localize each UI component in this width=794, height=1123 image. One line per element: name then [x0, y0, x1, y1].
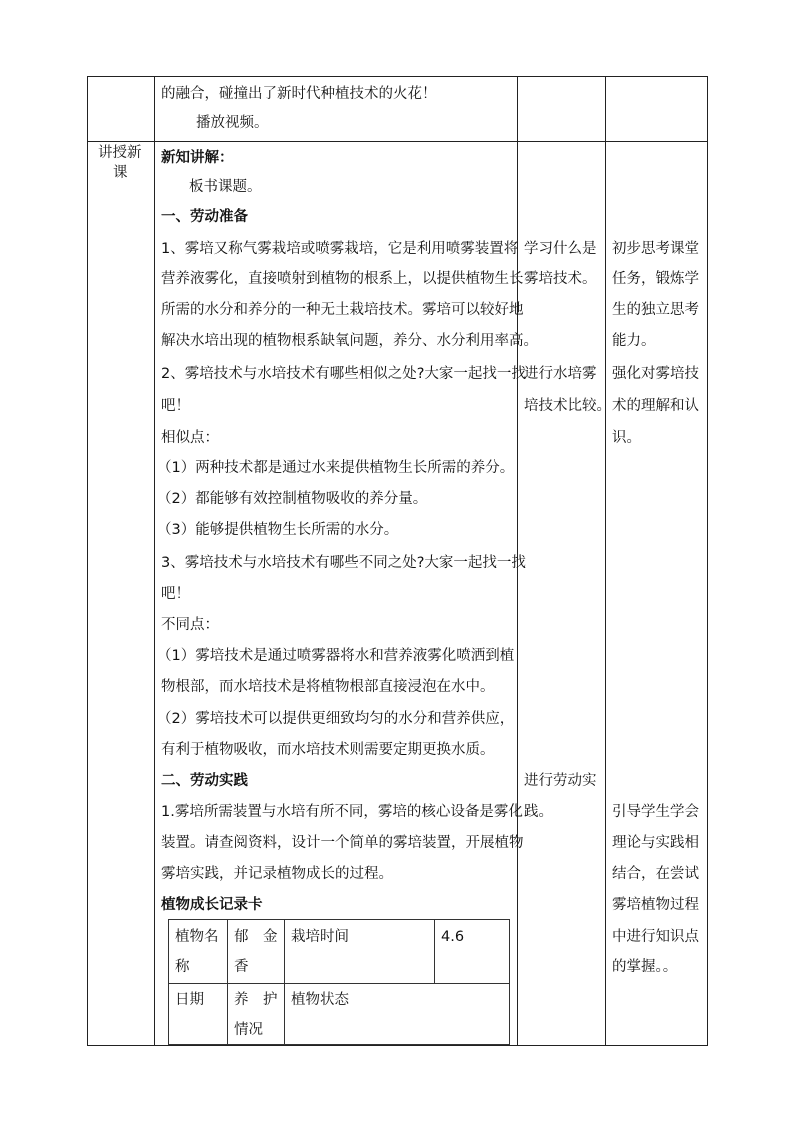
card-col-divider: [227, 919, 228, 1045]
part2-title: 二、劳动实践: [161, 773, 248, 789]
design-intent-line: 初步思考课堂: [612, 241, 699, 257]
design-intent-line: 术的理解和认: [612, 398, 699, 414]
similarity-item: （1）两种技术都是通过水来提供植物生长所需的养分。: [157, 460, 515, 476]
design-intent-line: 强化对雾培技: [612, 366, 699, 382]
design-intent-line: 中进行知识点: [612, 929, 699, 945]
student-activity-line: 学习什么是: [524, 241, 597, 257]
student-activity-line: 进行水培雾: [524, 366, 597, 382]
new-knowledge-heading: 新知讲解：: [161, 150, 234, 166]
card-cell: 情况: [234, 1022, 263, 1038]
record-card-title: 植物成长记录卡: [161, 897, 263, 913]
table-row-divider: [87, 141, 708, 142]
board-title-text: 板书课题。: [189, 179, 262, 195]
design-intent-line: 生的独立思考: [612, 302, 699, 318]
paragraph-line: 3、雾培技术与水培技术有哪些不同之处?大家一起找一找: [161, 555, 526, 571]
table-border-bottom: [87, 1045, 708, 1046]
table-divider-col1: [154, 76, 155, 1046]
card-col-divider: [434, 919, 435, 983]
similarity-item: （3）能够提供植物生长所需的水分。: [157, 522, 399, 538]
intro-text-line: 的融合，碰撞出了新时代种植技术的火花！: [161, 86, 437, 102]
paragraph-line: 吧！: [161, 586, 190, 602]
part1-title: 一、劳动准备: [161, 209, 248, 225]
design-intent-line: 结合，在尝试: [612, 866, 699, 882]
paragraph-line: 营养液雾化，直接喷射到植物的根系上，以提供植物生长: [161, 271, 524, 287]
card-cell: 称: [175, 959, 190, 975]
table-border-left: [87, 76, 88, 1046]
card-cell: 植物名: [175, 929, 219, 945]
card-row-divider: [168, 983, 510, 984]
student-activity-line: 进行劳动实: [524, 773, 597, 789]
paragraph-line: 2、雾培技术与水培技术有哪些相似之处?大家一起找一找: [161, 366, 526, 382]
paragraph-line: 1、雾培又称气雾栽培或喷雾栽培，它是利用喷雾装置将: [161, 241, 519, 257]
card-border-right: [509, 919, 510, 1045]
student-activity-line: 践。: [524, 804, 553, 820]
design-intent-line: 雾培植物过程: [612, 897, 699, 913]
difference-item: （1）雾培技术是通过喷雾器将水和营养液雾化喷洒到植: [157, 648, 515, 664]
student-activity-line: 雾培技术。: [524, 271, 597, 287]
design-intent-line: 理论与实践相: [612, 835, 699, 851]
student-activity-line: 培技术比较。: [524, 398, 611, 414]
design-intent-line: 引导学生学会: [612, 804, 699, 820]
design-intent-line: 任务，锻炼学: [612, 271, 699, 287]
card-cell: 植物状态: [291, 992, 349, 1008]
paragraph-line: 雾培实践，并记录植物成长的过程。: [161, 866, 393, 882]
paragraph-line: 解决水培出现的植物根系缺氧问题，养分、水分利用率高。: [161, 333, 538, 349]
table-border-top: [87, 76, 708, 77]
card-cell: 养 护: [234, 992, 278, 1008]
paragraph-line: 1.雾培所需装置与水培有所不同，雾培的核心设备是雾化: [161, 804, 523, 820]
table-border-right: [707, 76, 708, 1046]
difference-item: 物根部，而水培技术是将植物根部直接浸泡在水中。: [161, 679, 495, 695]
design-intent-line: 的掌握。。: [612, 959, 678, 975]
card-cell: 日期: [175, 992, 204, 1008]
paragraph-line: 装置。请查阅资料，设计一个简单的雾培装置，开展植物: [161, 835, 524, 851]
similarities-label: 相似点：: [161, 430, 219, 446]
card-cell: 郁 金: [234, 929, 278, 945]
card-border-left: [168, 919, 169, 1045]
table-divider-col3: [605, 76, 606, 1046]
section-label-line1: 讲授新: [98, 145, 142, 161]
paragraph-line: 所需的水分和养分的一种无土栽培技术。雾培可以较好地: [161, 302, 524, 318]
card-cell: 4.6: [441, 929, 465, 945]
similarity-item: （2）都能够有效控制植物吸收的养分量。: [157, 491, 428, 507]
difference-item: （2）雾培技术可以提供更细致均匀的水分和营养供应，: [157, 711, 515, 727]
paragraph-line: 吧！: [161, 398, 190, 414]
differences-label: 不同点：: [161, 617, 219, 633]
design-intent-line: 能力。: [612, 333, 656, 349]
card-border-top: [168, 919, 510, 920]
card-cell: 栽培时间: [291, 929, 349, 945]
difference-item: 有利于植物吸收，而水培技术则需要定期更换水质。: [161, 742, 495, 758]
intro-play-video: 播放视频。: [196, 115, 269, 131]
card-cell: 香: [234, 959, 249, 975]
card-border-bottom: [168, 1044, 510, 1045]
design-intent-line: 识。: [612, 430, 641, 446]
section-label-line2: 课: [113, 165, 128, 181]
card-col-divider: [284, 919, 285, 1045]
